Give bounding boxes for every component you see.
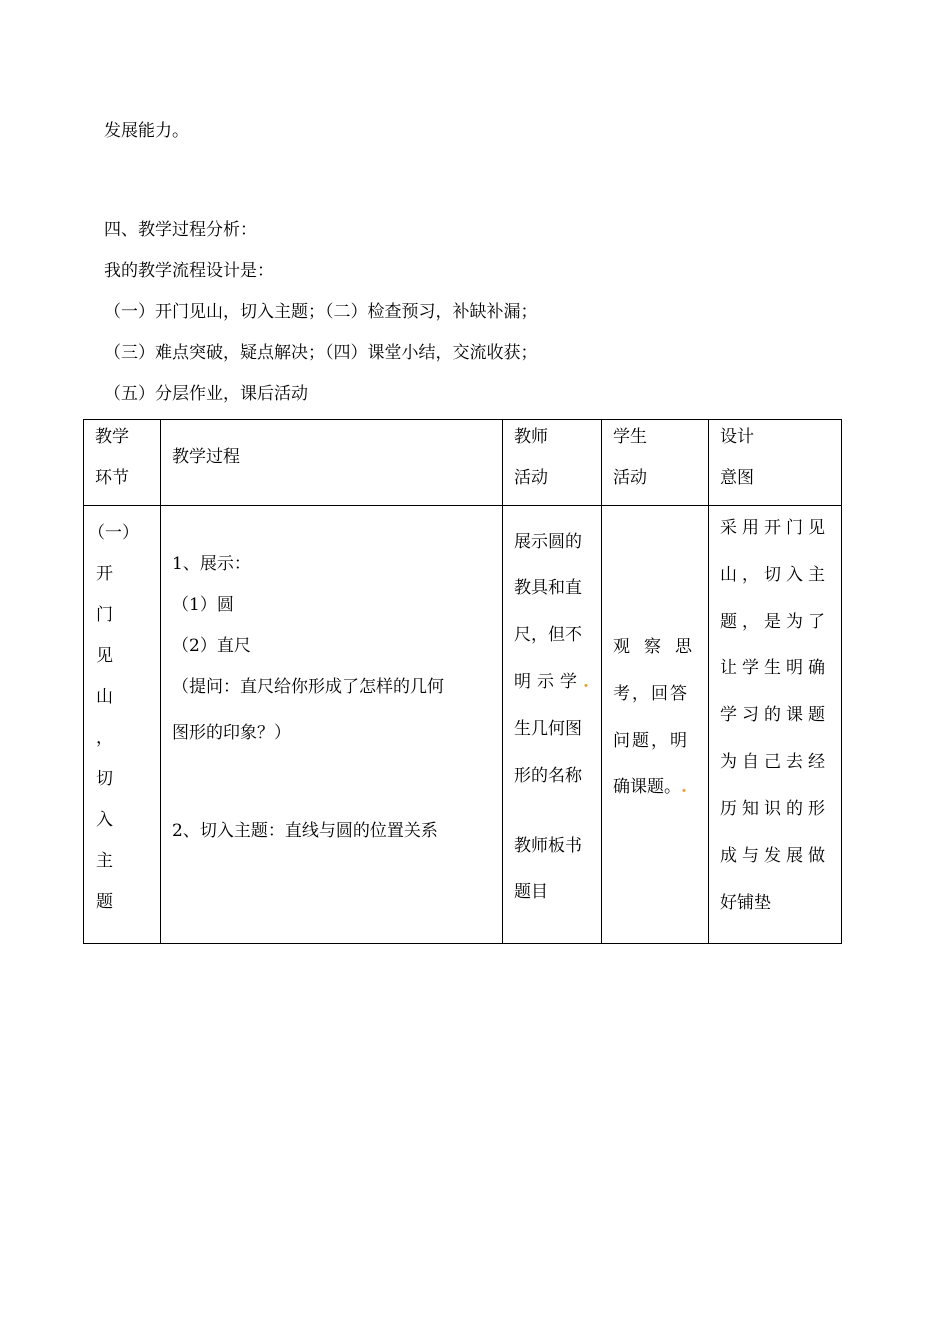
stage-text: 主	[96, 851, 113, 871]
header-teacher-line-2: 活动	[514, 468, 548, 488]
student-line: 问题，明	[613, 731, 689, 751]
student-line: 考，回答	[613, 684, 689, 704]
stage-text: 切	[96, 769, 113, 789]
stage-text: 门	[96, 605, 113, 625]
student-line-text: 确课题。	[613, 777, 681, 797]
student-line	[613, 777, 687, 797]
header-intent-line-1: 设计	[720, 427, 754, 447]
teacher-line: 题目	[514, 882, 548, 902]
stage-text: 入	[96, 810, 113, 830]
teaching-process-table	[83, 419, 842, 944]
design-intent-cell	[709, 506, 842, 944]
header-process-label: 教学过程	[172, 447, 240, 467]
teacher-line: 尺，但不	[514, 625, 582, 645]
stage-text: 山	[96, 687, 113, 707]
student-activity-cell	[602, 506, 709, 944]
process-line: 2、切入主题：直线与圆的位置关系	[172, 821, 438, 841]
intent-line: 历知识的形	[720, 799, 830, 819]
teacher-line: 教师板书	[514, 836, 582, 856]
stage-text: 题	[96, 892, 113, 912]
intent-line: 好铺垫	[720, 893, 771, 913]
header-student	[602, 420, 709, 506]
intent-line: 让学生明确	[720, 658, 830, 678]
teacher-mark: .	[583, 672, 589, 692]
header-student-line-2: 活动	[613, 468, 647, 488]
table-row	[84, 506, 842, 944]
carry-over-text: 发展能力。	[104, 121, 189, 141]
flow-step-line-3: （五）分层作业，课后活动	[104, 384, 308, 404]
student-line: 观察思	[613, 637, 706, 657]
stage-cell	[84, 506, 161, 944]
process-line: （提问：直尺给你形成了怎样的几何	[172, 677, 444, 697]
teacher-activity-cell	[503, 506, 602, 944]
flow-step-line-2: （三）难点突破，疑点解决；（四）课堂小结，交流收获；	[104, 343, 538, 363]
teacher-line: 展示圆的	[514, 532, 582, 552]
flow-step-line-1: （一）开门见山，切入主题；（二）检查预习，补缺补漏；	[104, 302, 538, 322]
intent-line: 采用开门见	[720, 518, 830, 538]
stage-text: （一）	[88, 523, 139, 543]
header-intent-line-2: 意图	[720, 468, 754, 488]
header-stage	[84, 420, 161, 506]
intent-line: 题，是为了	[720, 612, 830, 632]
stage-text: ，	[96, 728, 113, 748]
teacher-line: 教具和直	[514, 578, 582, 598]
header-intent	[709, 420, 842, 506]
stage-text: 开	[96, 564, 113, 584]
process-line: （1）圆	[172, 595, 234, 615]
table-header-row	[84, 420, 842, 506]
process-line: （2）直尺	[172, 636, 251, 656]
header-stage-line-2: 环节	[95, 468, 129, 488]
header-process	[161, 420, 503, 506]
header-student-line-1: 学生	[613, 427, 647, 447]
header-teacher-line-1: 教师	[514, 427, 548, 447]
process-line: 1、展示：	[172, 554, 251, 574]
process-line: 图形的印象？）	[172, 723, 291, 743]
student-mark: .	[681, 777, 687, 797]
teacher-line: 生几何图	[514, 719, 582, 739]
process-cell	[161, 506, 503, 944]
header-stage-line-1: 教学	[95, 427, 129, 447]
teacher-line: 形的名称	[514, 766, 582, 786]
intent-line: 山，切入主	[720, 565, 830, 585]
intent-line: 学习的课题	[720, 705, 830, 725]
flow-lead: 我的教学流程设计是：	[104, 261, 274, 281]
teacher-line	[514, 672, 589, 692]
teacher-line-text: 明示学	[514, 672, 583, 692]
header-teacher	[503, 420, 602, 506]
stage-text: 见	[96, 646, 113, 666]
intent-line: 成与发展做	[720, 846, 830, 866]
section-heading: 四、教学过程分析：	[104, 220, 257, 240]
intent-line: 为自己去经	[720, 752, 830, 772]
